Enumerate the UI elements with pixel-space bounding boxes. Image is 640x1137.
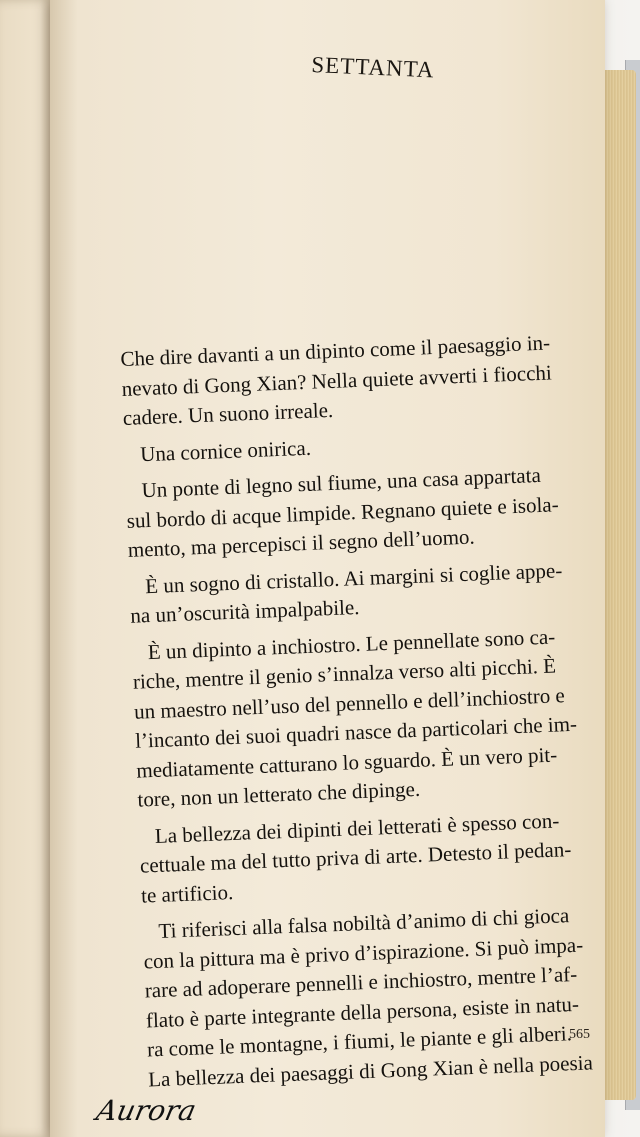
- text-line: mediatamente catturano lo sguardo. È un vero pit-: [135, 742, 558, 783]
- body-text: [120, 327, 618, 1094]
- text-line: l’incanto dei suoi quadri nasce da particolari che im-: [134, 711, 578, 753]
- text-line: te artificio.: [140, 879, 234, 908]
- text-line: Che dire davanti a un dipinto come il paesaggio in-: [120, 330, 551, 371]
- text-line: sul bordo di acque limpide. Regnano quiete e isola-: [126, 491, 560, 533]
- text-line: Un ponte di legno sul fiume, una casa appartata: [141, 462, 542, 503]
- text-line: mento, ma percepisci il segno dell’uomo.: [127, 524, 476, 562]
- text-line: cettuale ma del tutto priva di arte. Detesto il pedan-: [139, 837, 572, 878]
- text-line: La bellezza dei paesaggi di Gong Xian è nella poesia: [147, 1049, 594, 1091]
- text-line: È un dipinto a inchiostro. Le pennellate sono ca-: [147, 624, 556, 664]
- text-line: cadere. Un suono irreale.: [122, 397, 334, 430]
- text-line: La bellezza dei dipinti dei letterati è spesso con-: [154, 807, 560, 848]
- text-line: nevato di Gong Xian? Nella quiete avverti i fiocchi: [121, 359, 553, 401]
- text-line: Ti riferisci alla falsa nobiltà d’animo di chi gioca: [158, 903, 570, 943]
- text-line: na un’oscurità impalpabile.: [129, 595, 360, 628]
- text-line: con la pittura ma è privo d’ispirazione. Si può impa-: [143, 932, 584, 974]
- book-page: [50, 0, 605, 1137]
- text-line: Una cornice onirica.: [139, 435, 312, 466]
- text-line: un maestro nell’uso del pennello e dell’inchiostro e: [133, 682, 566, 724]
- chapter-title: SETTANTA: [310, 52, 436, 83]
- page-number: 565: [569, 1027, 590, 1042]
- text-line: ra come le montagne, i fiumi, le piante e gli alberi.: [146, 1021, 573, 1062]
- text-line: tore, non un letterato che dipinge.: [137, 776, 421, 812]
- photographer-signature: Aurora: [93, 1094, 200, 1127]
- text-line: riche, mentre il genio s’innalza verso alti picchi. È: [132, 653, 557, 694]
- text-line: rare ad adoperare pennelli e inchiostro, mentre l’af-: [144, 961, 578, 1003]
- text-line: flato è parte integrante della persona, esiste in natu-: [145, 991, 580, 1032]
- text-line: È un sogno di cristallo. Ai margini si coglie appe-: [144, 557, 563, 598]
